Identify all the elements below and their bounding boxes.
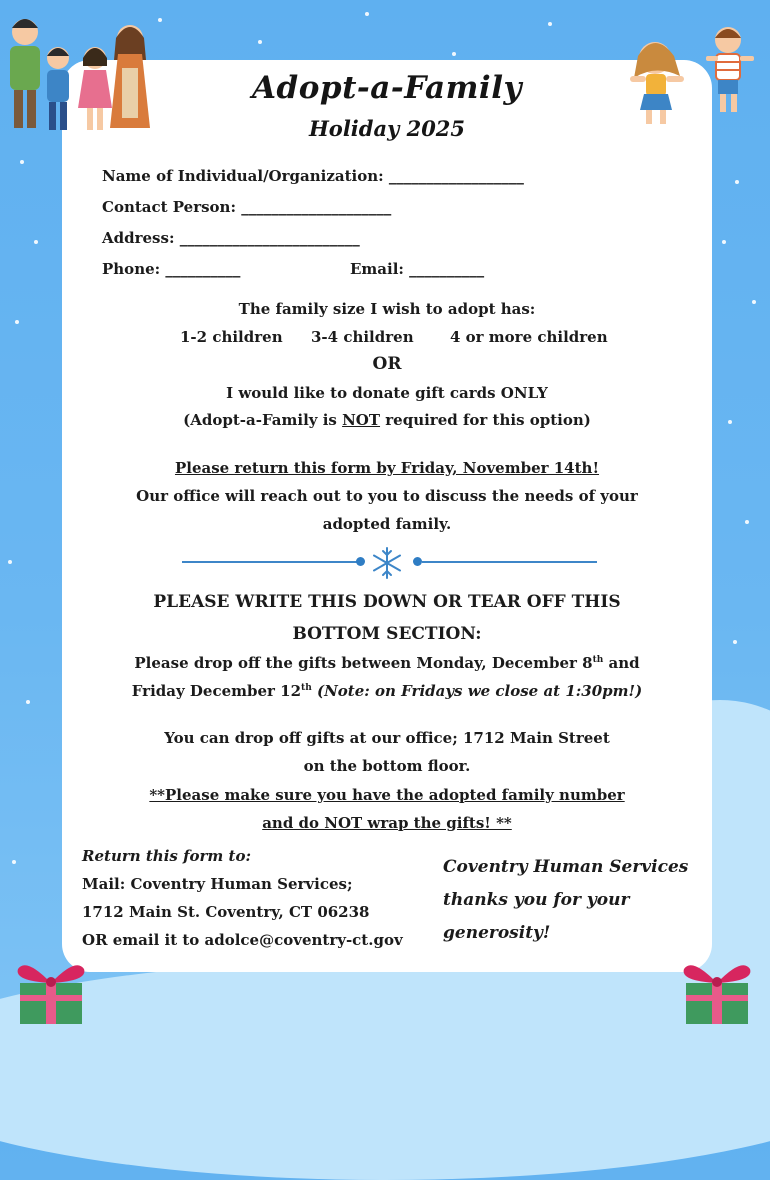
- return-line-1: Our office will reach out to you to discuss the needs of your: [136, 487, 638, 505]
- snowflake-dot: [735, 180, 739, 184]
- address-field[interactable]: Address: ________________________: [102, 229, 360, 247]
- tear-off-heading-2: BOTTOM SECTION:: [292, 624, 482, 644]
- contact-field[interactable]: Contact Person: ____________________: [102, 198, 392, 216]
- reminder-line-1: **Please make sure you have the adopted family number: [149, 786, 625, 804]
- snowflake-dot: [12, 860, 16, 864]
- email-field[interactable]: Email: __________: [350, 260, 485, 278]
- option-3-4-children[interactable]: 3-4 children: [311, 328, 414, 346]
- phone-field[interactable]: Phone: __________: [102, 260, 241, 278]
- snowflake-dot: [733, 640, 737, 644]
- gift-cards-option[interactable]: I would like to donate gift cards ONLY: [226, 384, 548, 402]
- drop-off-dates-2: Friday December 12th (Note: on Fridays we close at 1:30pm!): [131, 682, 643, 700]
- office-location-2: on the bottom floor.: [303, 757, 471, 775]
- snowflake-dot: [258, 40, 262, 44]
- or-label: OR: [372, 354, 402, 374]
- snowflake-dot: [752, 300, 756, 304]
- option-1-2-children[interactable]: 1-2 children: [180, 328, 283, 346]
- snow-ground: [0, 960, 770, 1180]
- gift-icon: [672, 955, 762, 1024]
- return-line-2: adopted family.: [322, 515, 452, 533]
- snowflake-dot: [26, 700, 30, 704]
- option-4-plus-children[interactable]: 4 or more children: [450, 328, 608, 346]
- tear-off-heading-1: PLEASE WRITE THIS DOWN OR TEAR OFF THIS: [153, 592, 621, 612]
- reminder-line-2: and do NOT wrap the gifts! **: [262, 814, 512, 832]
- family-size-heading: The family size I wish to adopt has:: [238, 300, 536, 318]
- snowflake-dot: [745, 520, 749, 524]
- email-instruction[interactable]: OR email it to adolce@coventry-ct.gov: [82, 931, 403, 949]
- snowflake-dot: [722, 240, 726, 244]
- mail-line-2: 1712 Main St. Coventry, CT 06238: [82, 903, 370, 921]
- return-to-label: Return this form to:: [82, 847, 251, 865]
- snowflake-dot: [34, 240, 38, 244]
- snowflake-dot: [8, 560, 12, 564]
- snowflake-dot: [452, 52, 456, 56]
- gift-cards-note: (Adopt-a-Family is NOT required for this option): [183, 411, 591, 429]
- snowflake-dot: [728, 420, 732, 424]
- snowflake-dot: [365, 12, 369, 16]
- thank-you-message: Coventry Human Services thanks you for your generosity!: [443, 857, 689, 943]
- return-deadline: Please return this form by Friday, November 14th!: [174, 459, 600, 477]
- mail-line-1: Mail: Coventry Human Services;: [82, 875, 353, 893]
- page-title: Adopt-a-Family: [252, 70, 522, 106]
- snowflake-icon: [370, 546, 404, 580]
- office-location-1: You can drop off gifts at our office; 1712 Main Street: [164, 729, 610, 747]
- snowflake-dot: [548, 22, 552, 26]
- name-field[interactable]: Name of Individual/Organization: __________________: [102, 167, 524, 185]
- snowflake-dot: [15, 320, 19, 324]
- snowflake-dot: [20, 160, 24, 164]
- page-subtitle: Holiday 2025: [308, 116, 466, 141]
- drop-off-dates-1: Please drop off the gifts between Monday, December 8th and: [134, 654, 640, 672]
- gift-icon: [6, 955, 96, 1024]
